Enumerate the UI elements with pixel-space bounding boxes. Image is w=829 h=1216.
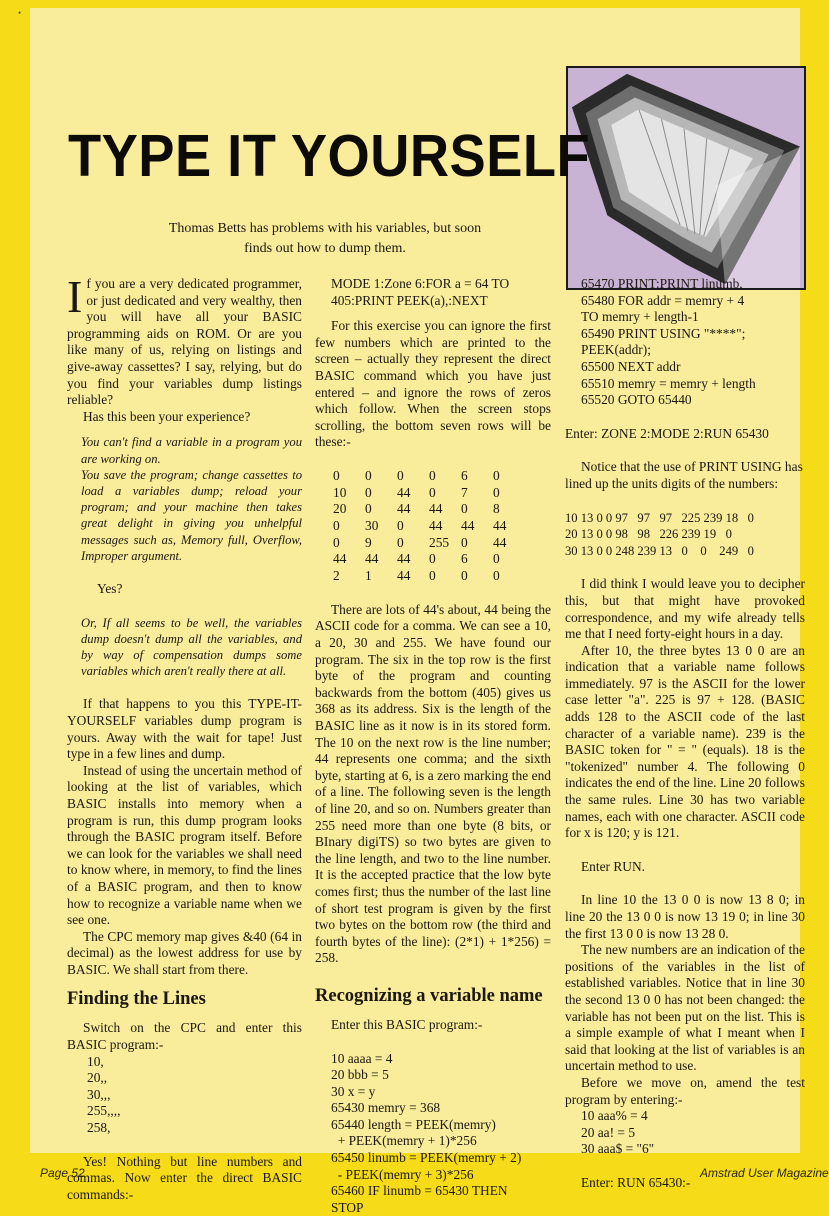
col1-paragraph-7: Yes! Nothing but line numbers and commas. Now enter the direct BASIC commands:-: [67, 1153, 302, 1202]
yes-line: Yes?: [97, 580, 123, 596]
col2-paragraph-3: Enter this BASIC program:-: [331, 1016, 483, 1032]
table-cell: 0: [461, 534, 468, 550]
table-cell: 255: [429, 534, 450, 550]
page-number: Page 52: [40, 1166, 85, 1180]
table-cell: 44: [397, 484, 411, 500]
column-3: [565, 276, 805, 1192]
enter-command-2: Enter RUN.: [581, 858, 645, 874]
direct-command: MODE 1:Zone 6:FOR a = 64 TO 405:PRINT PEEK(a),:NEXT: [331, 276, 510, 308]
column-1: [67, 271, 302, 1203]
table-cell: 44: [333, 551, 347, 567]
italic-quote-3: Or, If all seems to be well, the variables dump doesn't dump all the variables, and by way of compensation dumps some variables which aren't really there at all.: [81, 615, 302, 679]
memory-table: [333, 468, 551, 585]
col2-paragraph-1: For this exercise you can ignore the first few numbers which are printed to the screen – actually they represent the direct BASIC command which you have just entered – and ignore the rows of zeros which follow. When the screen stops scrolling, the bottom seven rows will be these:-: [315, 318, 551, 450]
table-cell: 44: [365, 551, 379, 567]
keyboard-photo: [566, 66, 806, 290]
col1-paragraph-6: Switch on the CPC and enter this BASIC program:-: [67, 1020, 302, 1053]
col3-paragraph-6: Before we move on, amend the test program by entering:-: [565, 1074, 805, 1107]
table-cell: 44: [397, 568, 411, 584]
table-cell: 1: [365, 568, 372, 584]
col1-code: 10, 20,, 30,,, 255,,,, 258,: [87, 1053, 121, 1136]
table-cell: 0: [493, 568, 500, 584]
col3-paragraph-2: I did think I would leave you to decipher this, but that might have provoked correspondence, and my wife already tells me that I need forty-eight hours in a day.: [565, 576, 805, 642]
col3-paragraph-3: After 10, the three bytes 13 0 0 are an indication that a variable name follows immediately. 97 is the ASCII for the lower case letter "a". 225 is 97 + 128. (BASIC adds 128 to the ASCII code of the last character of a variable name). 239 is the BASIC token for " = " (equals). 18 is the "tokenized" number 4. The following 0 indicates the end of the line. Line 20 follows the same rules. Line 30 has two variable names, each with one character. ASCII code for x is 120; y is 121.: [565, 642, 805, 841]
table-cell: 0: [429, 568, 436, 584]
table-cell: 0: [397, 518, 404, 534]
table-cell: 0: [365, 501, 372, 517]
table-cell: 0: [333, 534, 340, 550]
col1-paragraph-3: If that happens to you this TYPE-IT-YOURSELF variables dump program is yours. Away with the wait for tape! Just type in a few lines and dump.: [67, 696, 302, 762]
col1-paragraph-1: If you are a very dedicated programmer, or just dedicated and very wealthy, then you will have all your BASIC programming aids on ROM. Or are you like many of us, relying on listings and give-away cassettes? I say, relying, but do you find your variables dump listings reliable?: [67, 271, 302, 408]
col2-paragraph-2: There are lots of 44's about, 44 being the ASCII code for a comma. We can see a 10, a 20, 30 and 255. We have found our program. The six in the top row is the first byte of the program and counting backwards from the bottom (405) gives us 368 as its address. Six is the length of the BASIC line as it now is in its stored form. The 10 on the next row is the line number; 44 represents one comma; and the sixth byte, starting at 6, is a zero marking the end of a line. The following seven is the length of line 20, and so on. Numbers greater than 255 need more than one byte (8 bits, or BInary digiTS) so two bytes are given to the line length, and two to the line number. It is the accepted practice that the low byte comes first; thus the number of the last line of short test program is given by the first two bytes on the bottom row (the third and fourth bytes of the line): (2*1) + 1*256) = 258.: [315, 601, 551, 966]
article-intro: Thomas Betts has problems with his variables, but soon finds out how to dump them.: [168, 221, 482, 256]
table-cell: 0: [493, 484, 500, 500]
magazine-name: Amstrad User Magazine: [700, 1166, 829, 1180]
table-cell: 30: [365, 518, 379, 534]
table-cell: 9: [365, 534, 372, 550]
basic-program-listing: 10 aaaa = 4 20 bbb = 5 30 x = y 65430 memry = 368 65440 length = PEEK(memry) + PEEK(memry + 1)*256 65450 linumb = PEEK(memry + 2) - PEEK(memry + 3)*256 65460 IF linumb = 65430 THEN STOP: [331, 1050, 522, 1215]
table-cell: 10: [333, 484, 347, 500]
table-cell: 0: [461, 568, 468, 584]
table-cell: 0: [365, 467, 372, 483]
drop-cap: I: [67, 271, 83, 322]
table-cell: 0: [429, 551, 436, 567]
table-cell: 44: [397, 501, 411, 517]
table-cell: 0: [365, 484, 372, 500]
italic-quote-1: You can't find a variable in a program you are working on.: [81, 435, 302, 466]
italic-quote-2: You save the program; change cassettes to load a variables dump; reload your program; and your machine then takes great delight in giving you unhelpful messages such as, Memory full, Overflow, Improper argument.: [81, 467, 302, 563]
col3-paragraph-4: In line 10 the 13 0 0 is now 13 8 0; in line 20 the 13 0 0 is now 13 19 0; in line 30 the first 13 0 0 is now 13 28 0.: [565, 892, 805, 941]
col3-paragraph-5: The new numbers are an indication of the positions of the variables in the list of established variables. Notice that in line 30 the second 13 0 0 has not been changed: the variable has not been put on the list. This is a simple example of what I meant when I said that looking at the list of variables is an uncertain method to use.: [565, 942, 805, 1074]
table-cell: 6: [461, 551, 468, 567]
article-title: TYPE IT YOURSELF: [68, 123, 591, 189]
table-cell: 0: [461, 501, 468, 517]
table-cell: 7: [461, 484, 468, 500]
table-cell: 0: [397, 467, 404, 483]
basic-program-listing-continued: 65470 PRINT:PRINT linumb, 65480 FOR addr = memry + 4 TO memry + length-1 65490 PRINT USING "****"; PEEK(addr); 65500 NEXT addr 65510 memry = memry + length 65520 GOTO 65440: [581, 276, 756, 408]
heading-finding-lines: Finding the Lines: [67, 989, 206, 1010]
table-cell: 44: [397, 551, 411, 567]
col1-paragraph-5: The CPC memory map gives &40 (64 in decimal) as the lowest address for use by BASIC. We shall start from there.: [67, 928, 302, 977]
table-cell: 0: [333, 518, 340, 534]
table-cell: 44: [429, 518, 443, 534]
table-cell: 20: [333, 501, 347, 517]
col1-paragraph-2: Has this been your experience?: [83, 408, 251, 424]
table-cell: 44: [493, 534, 507, 550]
table-cell: 0: [333, 467, 340, 483]
heading-recognizing-variable: Recognizing a variable name: [315, 985, 543, 1006]
table-cell: 0: [493, 467, 500, 483]
col3-paragraph-1: Notice that the use of PRINT USING has lined up the units digits of the numbers:: [565, 459, 803, 491]
enter-command-1: Enter: ZONE 2:MODE 2:RUN 65430: [565, 425, 769, 441]
col1-paragraph-4: Instead of using the uncertain method of looking at the list of variables, which BASIC installs into memory when a program is run, this dump program looks through the BASIC program itself. Before we can look for the variables we shall need to know where, in memory, to find the lines of a BASIC program, and then to know how to recognize a variable name when we see one.: [67, 762, 302, 928]
table-cell: 0: [429, 484, 436, 500]
table-cell: 0: [429, 467, 436, 483]
table-cell: 44: [493, 518, 507, 534]
table-cell: 0: [397, 534, 404, 550]
table-cell: 0: [493, 551, 500, 567]
column-2: [315, 276, 551, 1216]
table-cell: 44: [461, 518, 475, 534]
enter-command-3: Enter: RUN 65430:-: [581, 1174, 691, 1190]
print-using-output: 10 13 0 0 97 97 97 225 239 18 0 20 13 0 0 98 98 226 239 19 0 30 13 0 0 248 239 13 0 0 249 0: [565, 510, 754, 558]
table-cell: 2: [333, 568, 340, 584]
table-cell: 44: [429, 501, 443, 517]
amended-program: 10 aaa% = 4 20 aa! = 5 30 aaa$ = "6": [581, 1108, 655, 1157]
corner-mark: •: [18, 8, 22, 18]
table-cell: 6: [461, 467, 468, 483]
table-cell: 8: [493, 501, 500, 517]
